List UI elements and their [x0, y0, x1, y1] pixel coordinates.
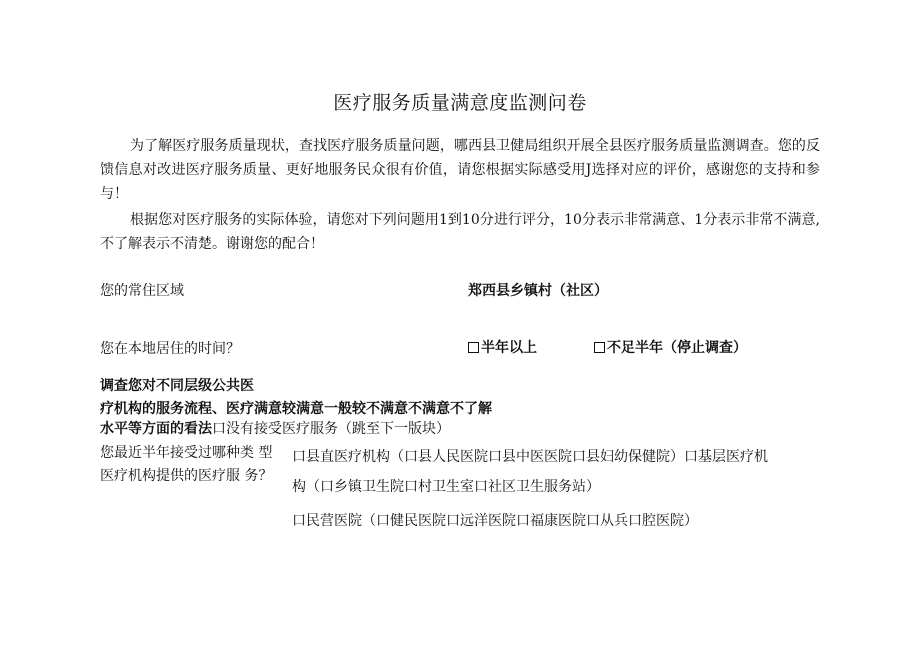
question-label-line-1: 您最近半年接受过哪种类 型	[100, 445, 273, 461]
residence-label: 您在本地居住的时间？	[100, 341, 240, 357]
survey-heading-line-1: 调查您对不同层级公共医	[100, 378, 254, 394]
residence-option-under-half-year[interactable]	[594, 337, 747, 357]
question-label-line-2: 医疗机构提供的医疗服 务？	[100, 468, 273, 484]
option-label: 不足半年（停止调查）	[607, 340, 747, 356]
option-label: 半年以上	[481, 340, 537, 356]
answer-line-3[interactable]: 口民营医院（口健民医院口远洋医院口福康医院口从兵口腔医院）	[292, 513, 698, 529]
checkbox-icon[interactable]	[594, 342, 605, 353]
answer-line-1[interactable]: 口县直医疗机构（口县人民医院口县中医医院口县妇幼保健院）口基层医疗机	[292, 449, 768, 465]
no-service-option[interactable]: 口没有接受医疗服务（跳至下一版块）	[212, 421, 450, 437]
residence-option-over-half-year[interactable]	[468, 337, 537, 357]
region-label: 您的常住区域	[100, 283, 184, 299]
intro-paragraph-1: 为了解医疗服务质量现状，查找医疗服务质量问题，哪西县卫健局组织开展全县医疗服务质量监测调查。您的反馈信息对改进医疗服务质量、更好地服务民众很有价值，请您根据实际感受用J选择对应的评价，感谢您的支持和参与！	[100, 138, 820, 202]
page-title: 医疗服务质量满意度监测问卷	[333, 92, 587, 114]
checkbox-icon[interactable]	[468, 342, 479, 353]
survey-heading-line-2: 疗机构的服务流程、医疗满意较满意一般较不满意不满意不了解	[100, 401, 492, 417]
survey-heading-line-3	[100, 418, 450, 438]
answer-line-2[interactable]: 构（口乡镇卫生院口村卫生室口社区卫生服务站）	[292, 479, 600, 495]
intro-paragraph-2: 根据您对医疗服务的实际体验，请您对下列问题用1到10分进行评分，10分表示非常满意、1分表示非常不满意, 不了解表示不清楚。谢谢您的配合！	[100, 212, 820, 252]
survey-heading-bold: 水平等方面的看法	[100, 421, 212, 437]
region-value: 郑西县乡镇村（社区）	[468, 283, 608, 299]
